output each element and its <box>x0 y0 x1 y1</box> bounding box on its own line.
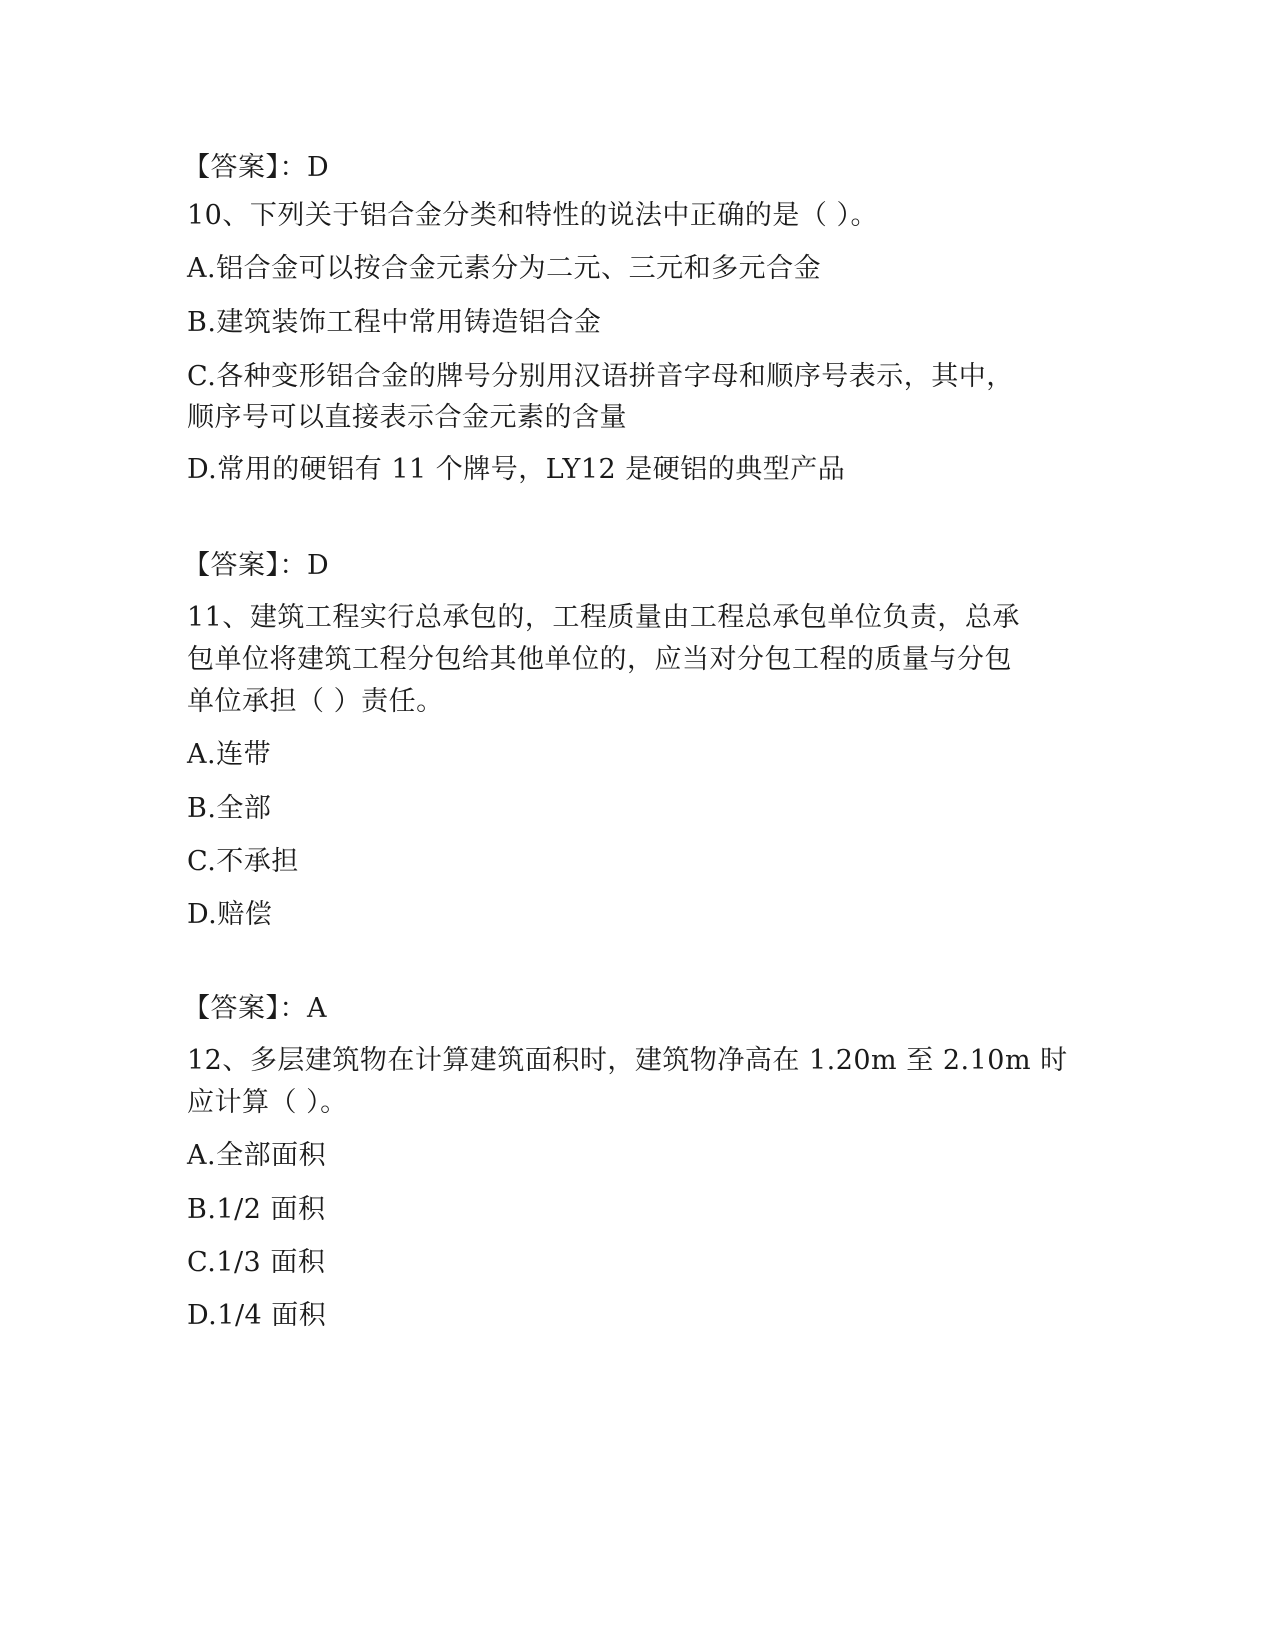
answer-label: 【答案】：D <box>183 550 330 581</box>
option-c: C.1/3 面积 <box>187 1247 326 1278</box>
option-b: B.全部 <box>187 793 272 824</box>
question-12-text: 12、多层建筑物在计算建筑面积时，建筑物净高在 1.20m 至 2.10m 时 <box>187 1045 1068 1076</box>
option-a: A.全部面积 <box>187 1140 327 1171</box>
option-d: D.常用的硬铝有 11 个牌号，LY12 是硬铝的典型产品 <box>187 454 846 485</box>
question-12-text-line-2: 应计算（ ）。 <box>187 1087 348 1118</box>
option-d: D.赔偿 <box>187 899 273 930</box>
answer-label: 【答案】：D <box>183 152 330 183</box>
answer-label: 【答案】：A <box>183 993 327 1024</box>
question-11-text-line-3: 单位承担（ ）责任。 <box>187 686 444 717</box>
option-a: A.连带 <box>187 739 272 770</box>
question-11-text: 11、建筑工程实行总承包的，工程质量由工程总承包单位负责，总承 <box>187 602 1020 633</box>
option-c-continued: 顺序号可以直接表示合金元素的含量 <box>187 402 627 433</box>
option-d: D.1/4 面积 <box>187 1300 327 1331</box>
option-c: C.不承担 <box>187 846 299 877</box>
option-a: A.铝合金可以按合金元素分为二元、三元和多元合金 <box>187 253 822 284</box>
question-10-text: 10、下列关于铝合金分类和特性的说法中正确的是（ ）。 <box>187 200 878 231</box>
option-b: B.1/2 面积 <box>187 1194 326 1225</box>
option-c: C.各种变形铝合金的牌号分别用汉语拼音字母和顺序号表示，其中， <box>187 361 1014 392</box>
question-11-text-line-2: 包单位将建筑工程分包给其他单位的，应当对分包工程的质量与分包 <box>187 644 1012 675</box>
option-b: B.建筑装饰工程中常用铸造铝合金 <box>187 307 602 338</box>
